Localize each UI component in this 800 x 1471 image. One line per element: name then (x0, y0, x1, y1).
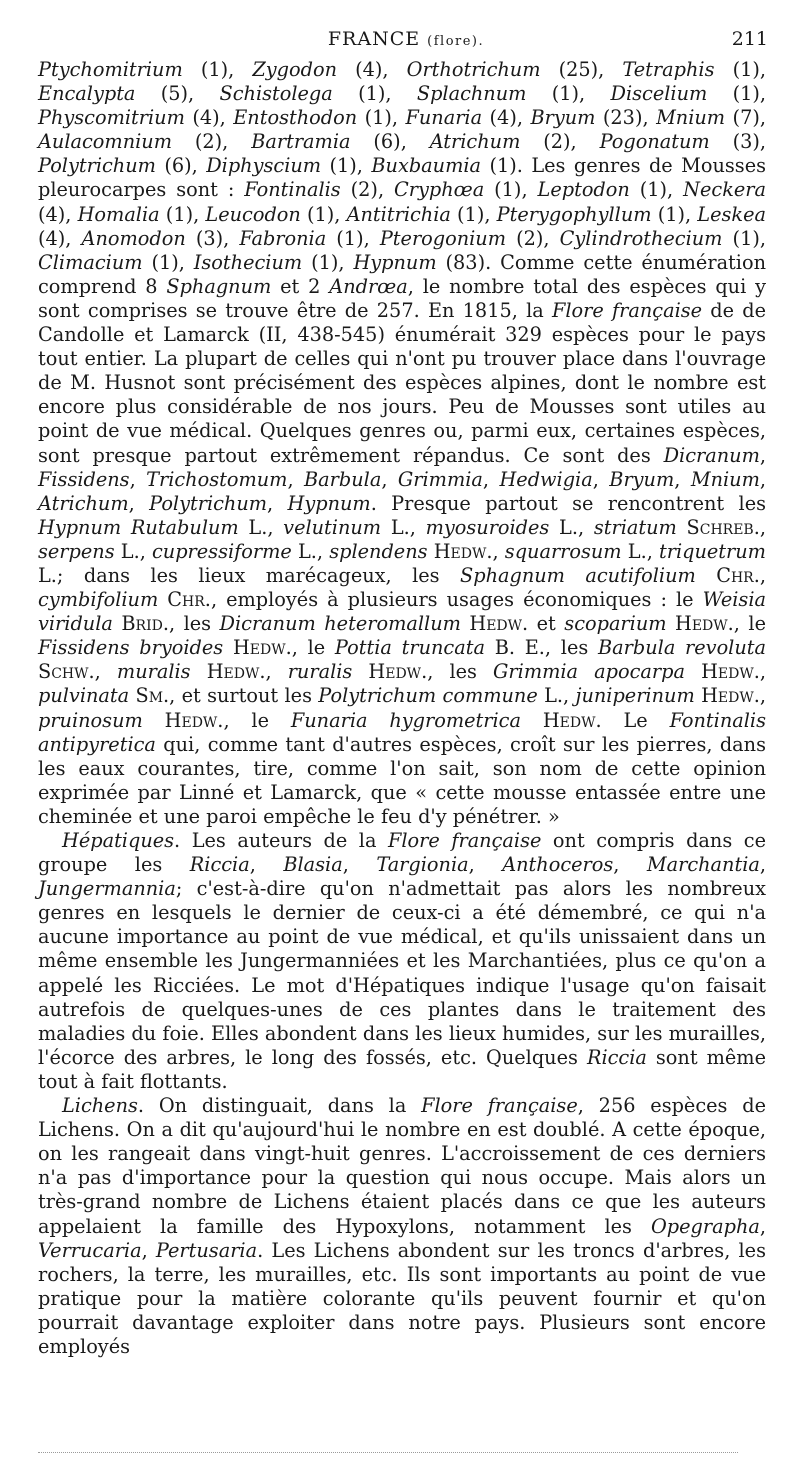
taxon-name: Leskea (697, 202, 766, 226)
text-run: (1), (182, 58, 253, 81)
taxon-name: Leptodon (537, 178, 630, 202)
text-run: L., (537, 684, 576, 708)
text-run (158, 588, 167, 611)
text-run (677, 516, 687, 539)
text-run: , (267, 491, 288, 515)
taxon-name: cymbifolium (38, 588, 159, 612)
author-abbreviation: Brid. (121, 612, 169, 636)
text-run: (1), (300, 202, 347, 226)
text-run: , (129, 467, 147, 491)
text-run: (2), (520, 130, 600, 154)
taxon-name: Hypnum (353, 250, 437, 274)
taxon-name: Discelium (610, 82, 708, 106)
taxon-name: Andrœa (329, 274, 408, 298)
text-run: , (492, 539, 505, 563)
text-run: (4), (38, 202, 78, 226)
text-run: (4), (38, 226, 82, 250)
taxon-name: Barbula (304, 467, 382, 491)
taxon-name: Flore française (421, 1094, 578, 1118)
taxon-name: Verrucaria (38, 1238, 142, 1262)
text-run: (3), (185, 226, 240, 250)
taxon-name: Entosthodon (233, 106, 358, 130)
text-run: (1), (526, 82, 611, 106)
author-abbreviation: Hedw. (368, 660, 428, 684)
text-run: , (482, 467, 500, 491)
footer-rule (38, 1452, 738, 1453)
text-run: , (128, 491, 150, 515)
text-run: (1), (332, 82, 417, 106)
taxon-name: pruinosum (38, 708, 143, 732)
taxon-name: juniperinum (575, 684, 695, 708)
taxon-name: ruralis (287, 660, 353, 684)
taxon-name: Physcomitrium (38, 106, 185, 130)
text-run: (4), (184, 106, 234, 130)
text-run: (25), (540, 58, 623, 81)
taxon-name: Pertusaria (155, 1238, 258, 1262)
text-run (521, 709, 543, 732)
taxon-name: Sphagnum (166, 274, 272, 298)
text-run: (23), (595, 106, 657, 130)
taxon-name: Buxbaumia (371, 154, 482, 178)
taxon-name: Zygodon (252, 58, 337, 81)
text-run: . Presque partout se rencontrent les (370, 491, 766, 515)
text-run: , et surtout les (169, 684, 319, 708)
taxon-name: Fissidens bryoides (38, 636, 224, 660)
taxon-name: myosuroides (425, 515, 550, 539)
text-run: , (342, 853, 377, 877)
taxon-name: Grimmia (397, 467, 483, 491)
text-run (667, 612, 675, 635)
author-abbreviation: Hedw. (232, 636, 292, 660)
text-run: et (528, 612, 565, 636)
text-run: , (265, 660, 288, 684)
text-run: L., (549, 515, 594, 539)
text-run: , (381, 467, 398, 491)
text-run: (1), (651, 202, 698, 226)
text-run: . On distinguait, dans la (137, 1094, 422, 1118)
text-run: (2), (171, 130, 252, 154)
taxon-name: Dicranum (663, 443, 760, 467)
author-abbreviation: Hedw. (701, 660, 760, 684)
taxon-name: Flore française (552, 298, 703, 322)
taxon-name: Barbula revoluta (598, 636, 767, 660)
taxon-name: Mnium (656, 106, 726, 130)
taxon-name: Encalypta (38, 82, 136, 106)
text-run: L., (238, 515, 284, 539)
text-run: (5), (135, 82, 220, 106)
taxon-name: Riccia (189, 853, 250, 877)
author-abbreviation: Hedw. (469, 612, 529, 636)
taxon-name: Polytrichum (38, 154, 156, 178)
text-run: , (141, 1238, 156, 1262)
taxon-name: Marchantia (646, 853, 760, 877)
taxon-name: Funaria (405, 106, 483, 130)
text-run: , 256 espèces de Lichens. On a dit qu'aujourd'hui le nombre en est doublé. A cette époque, on les rangeait dans vingt-huit genres. L'accroissement de ces derniers n'a pas d'importance pour la question qui nous occupe. Mais alors un très-grand nombre de Lichens étaient placés dans ce que les auteurs appelaient la famille des Hypoxylons, notamment les (38, 1094, 766, 1238)
text-run: (1), (714, 58, 767, 81)
text-run: , (249, 853, 284, 877)
taxon-name: Pogonatum (599, 130, 710, 154)
taxon-name: Lichens (62, 1094, 138, 1118)
taxon-name: Hépatiques (62, 829, 175, 852)
text-run: ; c'est-à-dire qu'on n'admettait pas alors les nombreux genres en lesquels le dernier de ceux-ci a été démembré, ce qui n'a aucune importance au point de vue médical, et qu'ils unissaient dans un même ensemble les Jungermanniées et les Marchantiées, plus ce qu'on a appelé les Ricciées. Le mot d'Hépatiques indique l'usage qu'on faisait autrefois de quelques-unes de ces plantes dans le traitement des maladies du foie. Elles abondent dans les lieux humides, sur les murailles, l'écorce des arbres, le long des fossés, etc. Quelques (38, 877, 766, 1069)
text-run: (1), (484, 178, 538, 202)
page-number: 211 (731, 28, 768, 50)
text-run: , (759, 467, 766, 491)
taxon-name: Antitrichia (346, 202, 451, 226)
taxon-name: Riccia (586, 1045, 647, 1069)
text-run: , le nombre total des espèces qui y sont comprises se trouve être de 257. En 1815, la (38, 274, 766, 322)
taxon-name: Pterygophyllum (496, 202, 652, 226)
taxon-name: serpens (38, 539, 115, 563)
taxon-name: Fabronia (239, 226, 327, 250)
text-run: (1), (326, 226, 380, 250)
text-run: (1), (357, 106, 406, 130)
text-run: (1), (142, 250, 194, 274)
taxon-name: striatum (593, 515, 677, 539)
taxon-name: Atrichum (429, 130, 521, 154)
text-run: et 2 (271, 274, 330, 298)
taxon-name: Dicranum heteromallum (219, 612, 461, 636)
text-run: , le (291, 636, 335, 660)
text-run: , les (168, 612, 220, 636)
taxon-name: Diphyscium (206, 154, 322, 178)
text-run: (1). Les genres de Mousses pleurocarpes sont : (38, 154, 767, 202)
author-abbreviation: Hedw. (164, 708, 224, 732)
taxon-name: Weisia viridula (38, 588, 766, 636)
text-run: sont même tout à fait flottants. (38, 1045, 766, 1093)
text-run: , (613, 853, 647, 877)
running-title (44, 28, 768, 50)
taxon-name: Leucodon (205, 202, 301, 226)
text-run: , employés à plusieurs usages économiques : le (210, 588, 703, 612)
taxon-name: Grimmia apocarpa (493, 660, 685, 684)
taxon-name: Pottia truncata (334, 636, 485, 660)
text-run: (2), (506, 226, 560, 250)
text-run: (1), (450, 202, 497, 226)
taxon-name: Homalia (77, 202, 160, 226)
text-run: (2), (340, 178, 395, 202)
taxon-name: Isothecium (193, 250, 303, 274)
text-run: (1), (159, 202, 206, 226)
taxon-name: squarrosum (504, 539, 622, 563)
paragraph-mousses (38, 58, 766, 829)
text-run: , (94, 660, 117, 684)
text-run: , (759, 563, 766, 587)
text-run: (3), (709, 130, 767, 154)
text-run: , (674, 467, 691, 491)
text-run: L., (291, 539, 330, 563)
taxon-name: Jungermannia (38, 877, 176, 901)
header-title: FRANCE (327, 28, 421, 50)
taxon-name: Bryum (530, 106, 596, 130)
taxon-name: Fissidens (38, 467, 130, 491)
text-run (143, 709, 165, 732)
author-abbreviation: Sm. (135, 684, 170, 708)
text-run: (1), (321, 154, 372, 178)
taxon-name: Blasia (283, 853, 343, 877)
taxon-name: Fontinalis antipyretica (38, 708, 766, 756)
taxon-name: Atrichum (38, 491, 129, 515)
text-run: B. E., les (484, 636, 599, 660)
text-run: . Les auteurs de la (174, 829, 389, 852)
author-abbreviation: Schreb. (686, 515, 760, 539)
taxon-name: Tetraphis (622, 58, 715, 81)
taxon-name: Hypnum (287, 491, 371, 515)
text-run: (6), (155, 154, 207, 178)
taxon-name: Hedwigia (499, 467, 593, 491)
taxon-name: Cylindrothecium (559, 226, 723, 250)
author-abbreviation: Chr. (167, 588, 211, 612)
taxon-name: Anthoceros (502, 853, 614, 877)
text-run: (6), (350, 130, 430, 154)
text-run: L., (381, 515, 426, 539)
text-run: , (759, 443, 766, 467)
taxon-name: Pterogonium (379, 226, 507, 250)
text-run: (4), (337, 58, 407, 81)
text-run: (1), (722, 226, 766, 250)
text-run: (4), (482, 106, 531, 130)
taxon-name: triquetrum (659, 539, 766, 563)
text-run: , (759, 1214, 766, 1238)
text-run: Le (601, 708, 670, 732)
author-abbreviation: Hedw. (675, 612, 734, 636)
text-run: (7), (725, 106, 766, 130)
taxon-name: Polytrichum (149, 491, 268, 515)
taxon-name: velutinum (283, 515, 382, 539)
taxon-name: Bryum (609, 467, 675, 491)
text-run: , le (223, 708, 291, 732)
taxon-name: Orthotrichum (406, 58, 541, 81)
text-run: , (759, 684, 766, 708)
text-run: de de Candolle et Lamarck (II, 438-545) énumérait 329 espèces pour le pays tout entier. La plupart de celles qui n'ont pu trouver place dans l'ouvrage de M. Husnot sont précisément des espèces alpines, dont le nombre est encore plus considérable de nos jours. Peu de Mousses sont utiles au point de vue médical. Quelques genres ou, parmi eux, certaines espèces, sont presque partout extrêmement répandus. Ce sont des (38, 298, 767, 467)
author-abbreviation: Hedw. (433, 539, 493, 563)
text-run: , (468, 853, 503, 877)
text-run: , les (427, 660, 494, 684)
taxon-name: Funaria hygrometrica (290, 708, 521, 732)
text-run (685, 660, 701, 683)
text-run: L.; dans les lieux marécageux, les (38, 563, 461, 587)
text-run: , (287, 467, 305, 491)
text-run (696, 564, 716, 587)
taxon-name: Aulacomnium (38, 130, 172, 154)
text-run: , (759, 853, 767, 877)
taxon-name: Schistolega (219, 82, 333, 106)
taxon-name: splendens (329, 539, 428, 563)
taxon-name: Opegrapha (650, 1214, 760, 1238)
text-run: (83). Comme cette énumération comprend 8 (38, 250, 766, 298)
taxon-name: Neckera (683, 178, 767, 202)
author-abbreviation: Hedw. (542, 708, 602, 732)
taxon-name: pulvinata (38, 684, 130, 708)
taxon-name: Bartramia (251, 130, 351, 154)
text-run: , (592, 467, 610, 491)
taxon-name: Cryphœa (394, 178, 485, 202)
body-text (38, 58, 766, 1359)
taxon-name: Ptychomitrium (38, 58, 183, 81)
taxon-name: Splachnum (416, 82, 527, 106)
taxon-name: muralis (116, 660, 191, 684)
taxon-name: Sphagnum acutifolium (460, 563, 696, 587)
text-run: , le (733, 612, 766, 636)
author-abbreviation: Chr. (716, 563, 760, 587)
taxon-name: cupressiforme (152, 539, 292, 563)
text-run: . Les Lichens abondent sur les troncs d'arbres, les rochers, la terre, les murailles, etc. Ils sont importants au point de vue pratique pour la matière colorante qu'ils peuvent fournir et qu'on pourrait davantage exploiter dans notre pays. Plusieurs sont encore employés (38, 1238, 766, 1358)
taxon-name: Mnium (690, 467, 760, 491)
paragraph-hepatiques (38, 829, 766, 1094)
taxon-name: Polytrichum commune (318, 684, 538, 708)
text-run (352, 660, 368, 683)
text-run (223, 636, 233, 659)
running-header (44, 28, 768, 58)
taxon-name: Trichostomum (146, 467, 288, 491)
taxon-name: Flore française (388, 829, 542, 852)
taxon-name: Hypnum Rutabulum (38, 515, 239, 539)
text-run: (1), (302, 250, 354, 274)
author-abbreviation: Hedw. (701, 684, 760, 708)
text-run: , (759, 660, 766, 684)
header-subtitle: (flore). (427, 34, 485, 49)
text-run (191, 660, 207, 683)
taxon-name: Fontinalis (244, 178, 341, 202)
taxon-name: scoparium (564, 612, 667, 636)
text-run: L., (114, 539, 152, 563)
text-run: ont compris dans ce groupe les (38, 829, 766, 877)
text-run: (1), (629, 178, 684, 202)
text-run: qui, comme tant d'autres espèces, croît sur les pierres, dans les eaux courantes, tire, comme l'on sait, son nom de cette opinion exprimée par Linné et Lamarck, que « cette mousse entassée entre une cheminée et une paroi empêche le feu d'y pénétrer. » (38, 732, 766, 828)
taxon-name: Anomodon (81, 226, 186, 250)
text-run: , (759, 515, 766, 539)
author-abbreviation: Schw. (38, 660, 95, 684)
taxon-name: Targionia (376, 853, 469, 877)
paragraph-lichens (38, 1094, 766, 1359)
taxon-name: Climacium (38, 250, 143, 274)
text-run: L., (621, 539, 659, 563)
text-run: (1), (707, 82, 767, 106)
author-abbreviation: Hedw. (206, 660, 266, 684)
